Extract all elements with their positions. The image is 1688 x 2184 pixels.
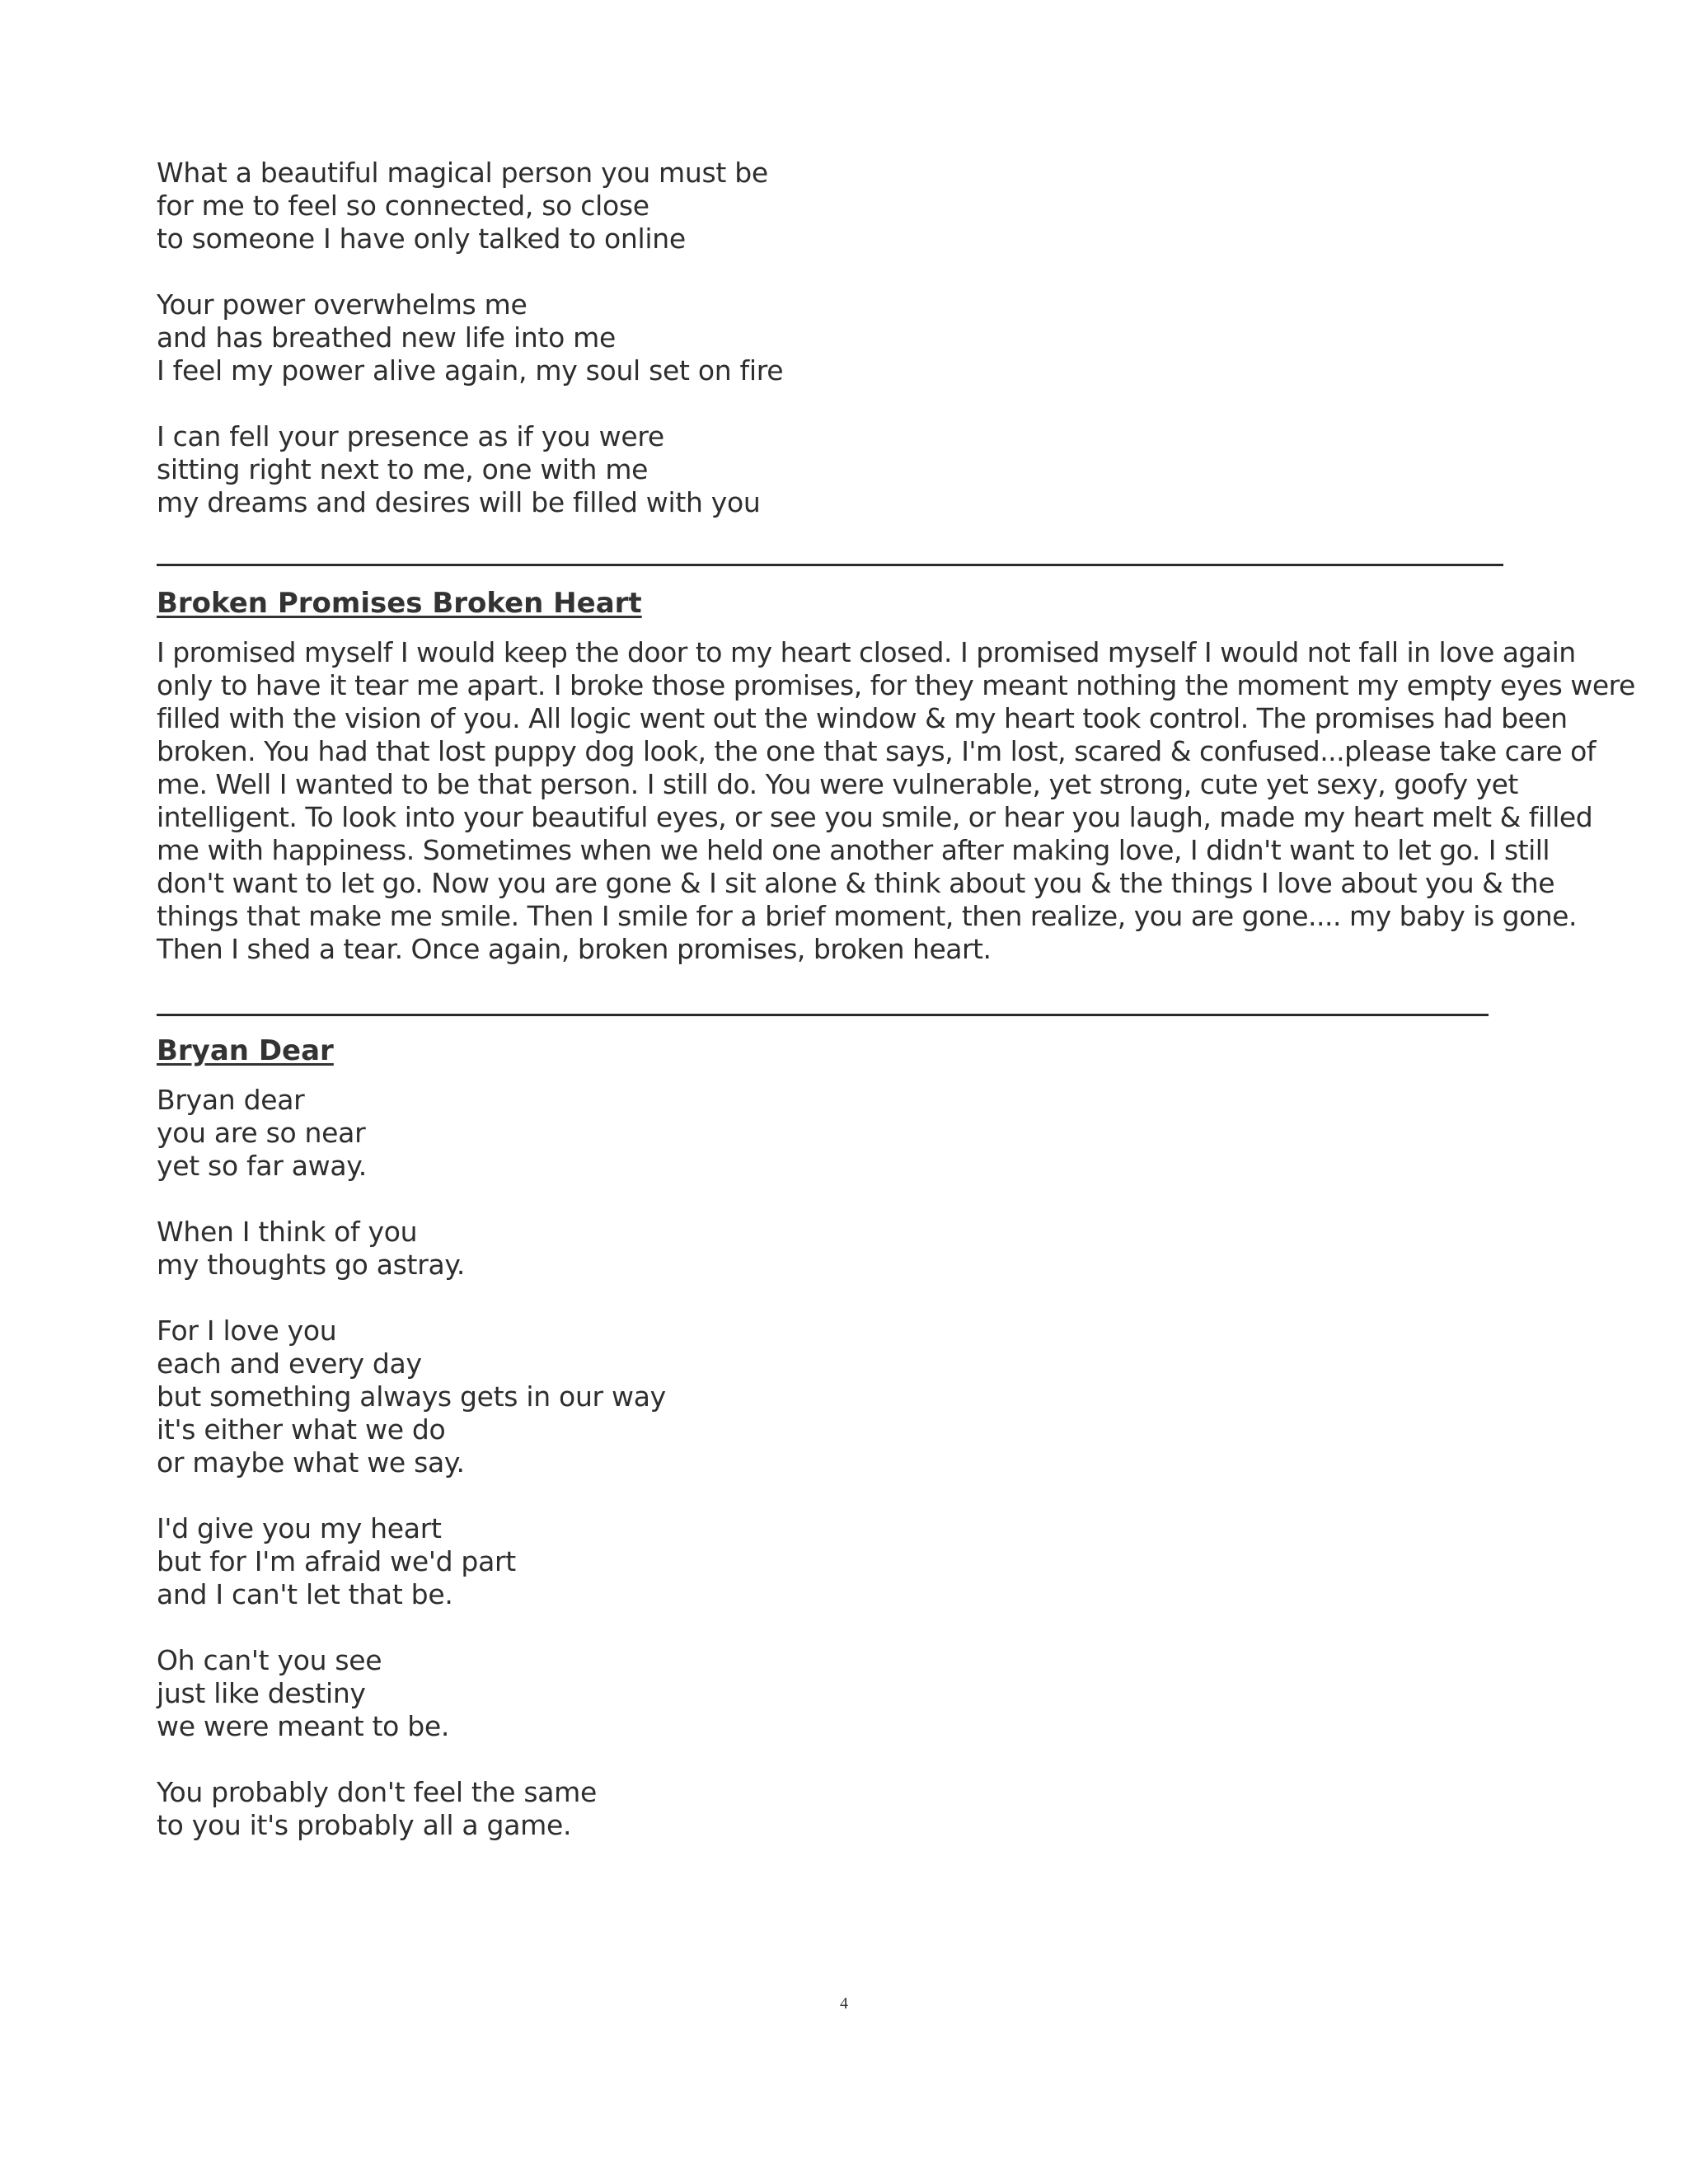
poem-line: Your power overwhelms me	[157, 288, 528, 321]
poem-line: I'd give you my heart	[157, 1512, 442, 1544]
poem-line: we were meant to be.	[157, 1710, 450, 1742]
poem-line: but for I'm afraid we'd part	[157, 1545, 516, 1577]
paragraph-line: things that make me smile. Then I smile for a brief moment, then realize, you are gone.... my baby is gone.	[157, 900, 1577, 932]
paragraph-line: me. Well I wanted to be that person. I still do. You were vulnerable, yet strong, cute yet sexy, goofy yet	[157, 768, 1518, 800]
poem-line: to you it's probably all a game.	[157, 1809, 572, 1841]
poem-line: just like destiny	[157, 1677, 366, 1709]
poem-line: for me to feel so connected, so close	[157, 190, 649, 222]
poem-line: Bryan dear	[157, 1084, 305, 1116]
section-divider	[157, 1014, 1489, 1016]
paragraph-line: me with happiness. Sometimes when we held one another after making love, I didn't want to let go. I still	[157, 834, 1550, 866]
paragraph-line: don't want to let go. Now you are gone & I sit alone & think about you & the things I love about you & the	[157, 867, 1554, 899]
poem-line: For I love you	[157, 1315, 337, 1347]
poem-line: you are so near	[157, 1117, 366, 1149]
paragraph-line: broken. You had that lost puppy dog look, the one that says, I'm lost, scared & confused...please take care of	[157, 735, 1596, 767]
section-divider	[157, 564, 1503, 566]
poem-line: You probably don't feel the same	[157, 1776, 597, 1808]
poem-line: sitting right next to me, one with me	[157, 453, 649, 485]
poem-line: Oh can't you see	[157, 1644, 382, 1676]
section-title: Broken Promises Broken Heart	[157, 587, 642, 620]
paragraph-line: filled with the vision of you. All logic went out the window & my heart took control. The promises had been	[157, 702, 1568, 734]
poem-line: it's either what we do	[157, 1413, 446, 1446]
paragraph-line: intelligent. To look into your beautiful eyes, or see you smile, or hear you laugh, made my heart melt & filled	[157, 801, 1593, 833]
poem-line: I feel my power alive again, my soul set on fire	[157, 354, 784, 387]
page-number: 4	[840, 1994, 848, 2013]
poem-line: or maybe what we say.	[157, 1446, 465, 1479]
paragraph-line: Then I shed a tear. Once again, broken promises, broken heart.	[157, 933, 992, 965]
poem-line: and I can't let that be.	[157, 1578, 453, 1610]
poem-line: When I think of you	[157, 1216, 418, 1248]
poem-line: each and every day	[157, 1347, 422, 1380]
poem-line: yet so far away.	[157, 1150, 367, 1182]
poem-line: but something always gets in our way	[157, 1380, 666, 1413]
poem-line: my dreams and desires will be filled with you	[157, 486, 761, 518]
poem-line: to someone I have only talked to online	[157, 223, 686, 255]
paragraph-line: only to have it tear me apart. I broke those promises, for they meant nothing the moment my empty eyes were	[157, 669, 1635, 701]
poem-line: my thoughts go astray.	[157, 1249, 466, 1281]
poem-line: I can fell your presence as if you were	[157, 420, 664, 452]
section-title: Bryan Dear	[157, 1034, 334, 1067]
paragraph-line: I promised myself I would keep the door to my heart closed. I promised myself I would not fall in love again	[157, 636, 1576, 668]
poem-line: What a beautiful magical person you must be	[157, 157, 768, 189]
poem-line: and has breathed new life into me	[157, 321, 616, 354]
